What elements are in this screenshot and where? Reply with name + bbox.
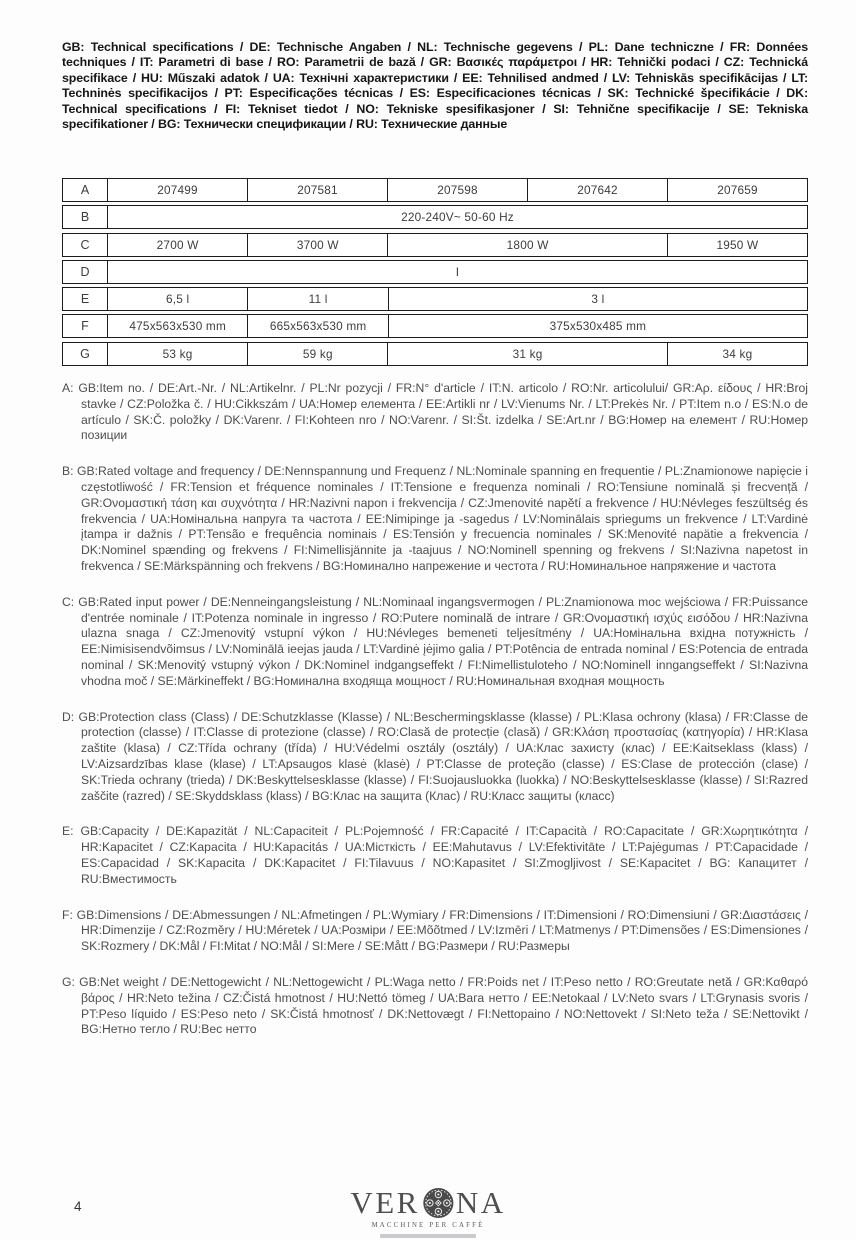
spec-table-row (62, 287, 808, 311)
spec-table-row (62, 205, 808, 229)
note-text: GB:Dimensions / DE:Abmessungen / NL:Afmetingen / PL:Wymiary / FR:Dimensions / IT:Dimensioni / RO:Dimensiuni / GR:Διαστάσεις / HR:Dimenzije / CZ:Rozměry / HU:Méretek / UA:Розміри / EE:Mõõtmed / LV:Izmēri / LT:Matmenys / PT:Dimensões / ES:Dimensiones / SK:Rozmery / DK:Mål / FI:Mitat / NO:Mål / SI:Mere / SE:Mått / BG:Размери / RU:Размеры (76, 907, 808, 954)
spec-cell: 3700 W (247, 234, 387, 256)
spec-cell: 207581 (247, 179, 387, 201)
spec-table-row (62, 260, 808, 284)
note-paragraph (62, 975, 808, 1038)
spec-cell: 3 l (388, 288, 807, 310)
ornate-coin-icon (420, 1187, 456, 1219)
logo-tagline: MACCHINE PER CAFFÈ (371, 1222, 485, 1229)
spec-table (62, 178, 808, 369)
spec-row-label: C (80, 237, 90, 252)
spec-cell: 207598 (387, 179, 527, 201)
spec-cell: 31 kg (387, 343, 666, 365)
spec-cell: I (107, 261, 807, 283)
note-label: C: (62, 594, 79, 609)
note-paragraph (62, 464, 808, 575)
note-label: A: (62, 381, 79, 395)
note-paragraph (62, 710, 808, 805)
spec-row-label: D (80, 264, 90, 279)
spec-cell: 59 kg (247, 343, 387, 365)
note-text: GB:Net weight / DE:Nettogewicht / NL:Nettogewicht / PL:Waga netto / FR:Poids net / IT:Peso netto / RO:Greutate netă / GR:Καθαρό βάρος / HR:Neto težina / CZ:Čistá hmotnost / HU:Nettó tömeg / UA:Вага нетто / EE:Netokaal / LV:Neto svars / LT:Grynasis svoris / PT:Peso líquido / ES:Peso neto / SK:Čistá hmotnosť / DK:Nettovægt / FI:Nettopaino / NO:Nettovekt / SI:Neto teža / SE:Nettovikt / BG:Нетно тегло / RU:Вес нетто (79, 974, 808, 1037)
note-text: GB:Item no. / DE:Art.-Nr. / NL:Artikelnr. / PL:Nr pozycji / FR:N° d'article / IT:N. articolo / RO:Nr. articolului/ GR:Αρ. είδους / HR:Broj stavke / CZ:Položka č. / HU:Cikkszám / UA:Номер елемента / EE:Artikli nr / LV:Vienums Nr. / LT:Prekės Nr. / PT:Item n.o / ES:N.o de artículo / SK:Č. položky / DK:Varenr. / FI:Kohteen nro / NO:Varenr. / SI:Št. izdelka / SE:Art.nr / BG:Номер на елемент / RU:Номер позиции (78, 381, 809, 443)
spec-cell: 1950 W (667, 234, 807, 256)
spec-cell: 207659 (667, 179, 807, 201)
spec-table-row (62, 178, 808, 202)
note-paragraph (62, 908, 808, 955)
spec-cell: 475x563x530 mm (107, 315, 247, 337)
bottom-edge-artifact (380, 1234, 476, 1238)
note-text: GB:Rated input power / DE:Nenneingangsleistung / NL:Nominaal ingangsvermogen / PL:Znamionowa moc wejściowa / FR:Puissance d'entrée nominale / IT:Potenza nominale in ingresso / RO:Putere nominală de intrare / GR:Ονομαστική ισχύς εισόδου / HR:Nazivna ulazna snaga / CZ:Jmenovitý vstupní výkon / HU:Névleges bemeneti teljesítmény / UA:Номінальна вхідна потужність / EE:Nimisisendvõimsus / LV:Nominālā ieejas jauda / LT:Vardinė įėjimo galia / PT:Potência de entrada nominal / ES:Potencia de entrada nominal / SK:Menovitý vstupný výkon / DK:Nominel indgangseffekt / FI:Nimellistuloteho / NO:Nominell inngangseffekt / SI:Nazivna vhodna moč / SE:Märkineffekt / BG:Номинална входяща мощност / RU:Номинальная входная мощность (78, 594, 808, 688)
note-label: G: (62, 974, 80, 989)
note-text: GB:Rated voltage and frequency / DE:Nennspannung und Frequenz / NL:Nominale spanning en frequentie / PL:Znamionowe napięcie i częstotliwość / FR:Tension et fréquence nominales / IT:Tensione e frequenza nominali / RO:Tensiune nominală și frecvență / GR:Ονομαστική τάση και συχνότητα / HR:Nazivni napon i frekvencija / CZ:Jmenovité napětí a frekvence / HU:Névleges feszültség és frekvencia / UA:Номінальна напруга та частота / EE:Nimipinge ja -sagedus / LV:Nominālais spriegums un frekvence / LT:Vardinė įtampa ir dažnis / PT:Tensão e frequência nominais / ES:Tensión y frecuencia nominales / SK:Menovité napätie a frekvencia / DK:Nominel spænding og frekvens / FI:Nimellisjännite ja -taajuus / NO:Nominell spenning og frekvens / SI:Nazivna napetost in frekvenca / SE:Märkspänning och frekvens / BG:Номинално напрежение и честота / RU:Номинальное напряжение и частота (76, 464, 808, 573)
spec-row-label: F (81, 319, 89, 334)
spec-table-row (62, 233, 808, 257)
note-label: D: (62, 709, 79, 724)
spec-cell: 665x563x530 mm (247, 315, 387, 337)
spec-cell: 6,5 l (107, 288, 247, 310)
note-label: F: (62, 907, 77, 922)
note-paragraph (62, 381, 808, 444)
spec-cell: 220-240V~ 50-60 Hz (107, 206, 807, 228)
page-number: 4 (74, 1199, 82, 1214)
spec-cell: 2700 W (107, 234, 247, 256)
spec-cell: 375x530x485 mm (388, 315, 807, 337)
spec-row-label: E (80, 292, 90, 307)
spec-table-row (62, 342, 808, 366)
brand-logo (350, 1186, 505, 1229)
logo-wordmark (350, 1186, 505, 1220)
spec-table-row (62, 314, 808, 338)
spec-cell: 34 kg (667, 343, 807, 365)
note-text: GB:Capacity / DE:Kapazität / NL:Capaciteit / PL:Pojemność / FR:Capacité / IT:Capacità / RO:Capacitate / GR:Χωρητικότητα / HR:Kapacitet / CZ:Kapacita / HU:Kapacitás / UA:Місткість / EE:Mahutavus / LV:Efektivitāte / LT:Pajėgumas / PT:Capacidade / ES:Capacidad / SK:Kapacita / DK:Kapacitet / FI:Tilavuus / NO:Kapasitet / SI:Zmogljivost / SE:Kapacitet / BG: Капацитет / RU:Вместимость (80, 824, 808, 886)
note-label: B: (62, 464, 77, 479)
spec-row-label: B (80, 210, 90, 225)
logo-text-left: VER (350, 1185, 420, 1220)
note-paragraph (62, 595, 808, 690)
spec-cell: 1800 W (387, 234, 666, 256)
spec-cell: 207499 (107, 179, 247, 201)
note-label: E: (62, 824, 81, 839)
logo-text-right: NA (455, 1185, 506, 1220)
spec-cell: 53 kg (107, 343, 247, 365)
spec-cell: 11 l (247, 288, 387, 310)
spec-row-label: G (80, 346, 90, 361)
note-paragraph (62, 824, 808, 887)
notes-section (62, 381, 808, 1058)
note-text: GB:Protection class (Class) / DE:Schutzklasse (Klasse) / NL:Beschermingsklasse (klasse) / PL:Klasa ochrony (klasa) / FR:Classe de protection (classe) / IT:Classe di protezione (classe) / RO:Clasă de protecție (clasă) / GR:Κλάση προστασίας (κατηγορία) / HR:Klasa zaštite (klasa) / CZ:Třída ochrany (třída) / HU:Védelmi osztály (osztály) / UA:Клас захисту (клас) / EE:Kaitseklass (klass) / LV:Aizsardzības klase (klase) / LT:Apsaugos klasė (klasė) / PT:Classe de proteção (classe) / ES:Clase de protección (clase) / SK:Trieda ochrany (trieda) / DK:Beskyttelsesklasse (klasse) / FI:Suojausluokka (luokka) / NO:Beskyttelsesklasse (klasse) / SI:Razred zaščite (razred) / SE:Skyddsklass (klass) / BG:Клас на защита (Клас) / RU:Класс защиты (класс) (78, 709, 808, 803)
spec-row-label: A (80, 183, 90, 197)
header-languages-paragraph: GB: Technical specifications / DE: Technische Angaben / NL: Technische gegevens / PL: Dane techniczne / FR: Données techniques / IT: Parametri di base / RO: Parametrii de bază / GR: Βασικές παράμετροι / HR: Tehnički podaci / CZ: Technická specifikace / HU: Műszaki adatok / UA: Технічні характеристики / EE: Tehnilised andmed / LV: Tehniskās specifikācijas / LT: Techninės specifikacijos / PT: Especificações técnicas / ES: Especificaciones técnicas / SK: Technické špecifikácie / DK: Technical specifications / FI: Tekniset tiedot / NO: Tekniske spesifikasjoner / SI: Tehnične specifikacije / SE: Tekniska specifikationer / BG: Технически спецификации / RU: Технические данные (62, 40, 808, 132)
spec-cell: 207642 (527, 179, 667, 201)
